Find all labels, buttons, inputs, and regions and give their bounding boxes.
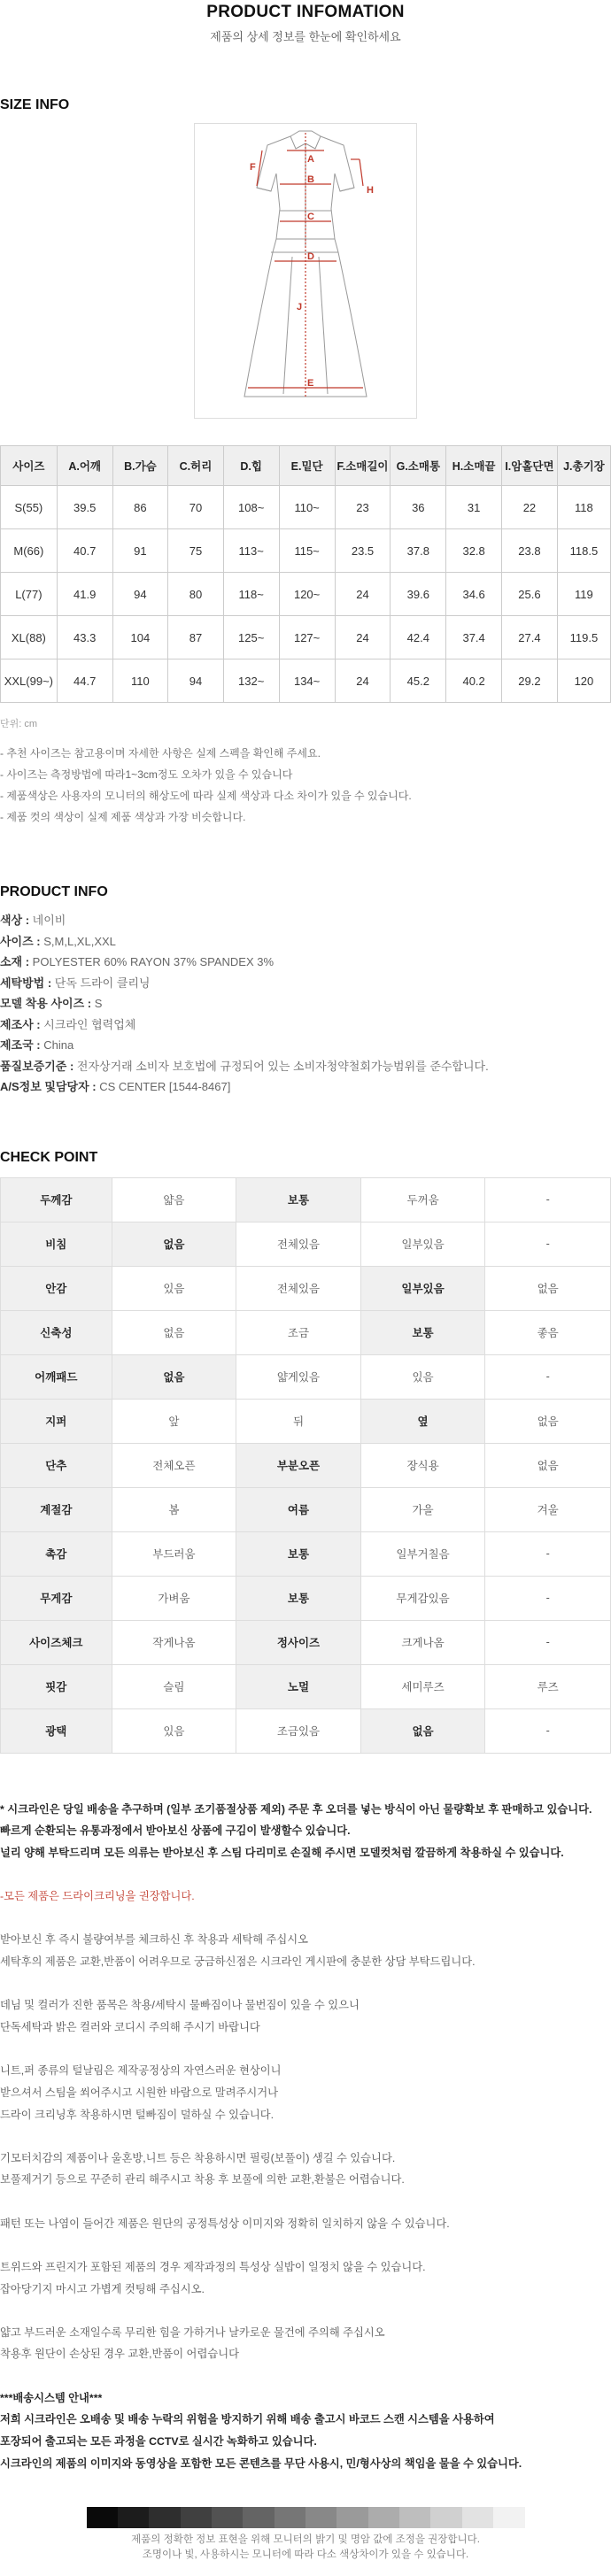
product-info-value: China bbox=[40, 1038, 74, 1052]
dress-sketch bbox=[195, 124, 416, 418]
check-option: 없음 bbox=[485, 1266, 611, 1310]
diagram-label-a: A bbox=[307, 154, 314, 165]
size-value-cell: 134~ bbox=[279, 659, 335, 703]
col-header: H.소매끝 bbox=[446, 446, 502, 486]
check-option: - bbox=[485, 1620, 611, 1664]
size-value-cell: 24 bbox=[335, 659, 391, 703]
size-value-cell: 39.6 bbox=[391, 573, 446, 616]
size-value-cell: 87 bbox=[168, 616, 223, 659]
product-info-item bbox=[0, 952, 611, 973]
check-row bbox=[1, 1354, 611, 1399]
care-note: 포장되어 출고되는 모든 과정을 CCTV로 실시간 녹화하고 있습니다. bbox=[0, 2435, 317, 2449]
check-option: 일부거칠음 bbox=[360, 1531, 485, 1576]
care-spacer bbox=[0, 2234, 611, 2256]
product-info-label: 색상 : bbox=[0, 914, 30, 927]
size-name-cell: M(66) bbox=[1, 529, 58, 573]
care-note: 널리 양해 부탁드리며 모든 의류는 받아보신 후 스팀 다리미로 손질해 주시면 모델컷처럼 깔끔하게 착용하실 수 있습니다. bbox=[0, 1846, 564, 1859]
check-option-selected: 일부있음 bbox=[360, 1266, 485, 1310]
product-info-value: S,M,L,XL,XXL bbox=[40, 934, 116, 948]
check-option: 얇게있음 bbox=[236, 1354, 361, 1399]
diagram-label-j: J bbox=[297, 302, 303, 312]
product-info-label: 소재 : bbox=[0, 955, 30, 968]
check-option: 없음 bbox=[485, 1443, 611, 1487]
size-table-body bbox=[1, 486, 611, 703]
size-value-cell: 104 bbox=[112, 616, 168, 659]
check-option: - bbox=[485, 1708, 611, 1753]
size-value-cell: 34.6 bbox=[446, 573, 502, 616]
check-option-selected: 보통 bbox=[236, 1531, 361, 1576]
size-diagram bbox=[194, 123, 417, 419]
check-row bbox=[1, 1310, 611, 1354]
care-note: * 시크라인은 당일 배송을 추구하며 (일부 조기품절상품 제외) 주문 후 오더를 넣는 방식이 아닌 물량확보 후 판매하고 있습니다. bbox=[0, 1802, 592, 1816]
check-row bbox=[1, 1664, 611, 1708]
page-title: PRODUCT INFOMATION bbox=[206, 3, 405, 21]
check-option: 없음 bbox=[485, 1399, 611, 1443]
gradient-swatch bbox=[493, 2507, 524, 2528]
diagram-label-e: E bbox=[307, 378, 314, 389]
check-option-selected: 없음 bbox=[112, 1354, 236, 1399]
care-note: 착용후 원단이 손상된 경우 교환,반품이 어렵습니다 bbox=[0, 2348, 239, 2361]
check-row bbox=[1, 1620, 611, 1664]
product-info-item bbox=[0, 910, 611, 931]
product-info-value: 네이비 bbox=[29, 914, 66, 927]
size-note: - 사이즈는 측정방법에 따라1~3cm정도 오차가 있을 수 있습니다 bbox=[0, 768, 293, 781]
care-note: 단독세탁과 밝은 컬러와 코디시 주의해 주시기 바랍니다 bbox=[0, 2020, 260, 2033]
page-subtitle: 제품의 상세 정보를 한눈에 확인하세요 bbox=[210, 30, 401, 43]
diagram-label-f: F bbox=[250, 162, 256, 173]
size-value-cell: 86 bbox=[112, 486, 168, 529]
col-header: A.어깨 bbox=[57, 446, 112, 486]
check-label: 신축성 bbox=[1, 1310, 112, 1354]
check-option-selected: 보통 bbox=[236, 1177, 361, 1222]
check-label: 계절감 bbox=[1, 1487, 112, 1531]
check-option: 무게감있음 bbox=[360, 1576, 485, 1620]
care-spacer bbox=[0, 2039, 611, 2061]
size-value-cell: 75 bbox=[168, 529, 223, 573]
check-option-selected: 옆 bbox=[360, 1399, 485, 1443]
check-option: 세미루즈 bbox=[360, 1664, 485, 1708]
check-point-body bbox=[1, 1177, 611, 1753]
care-note: 패턴 또는 나염이 들어간 제품은 원단의 공정특성상 이미지와 정확히 일치하지 않을 수 있습니다. bbox=[0, 2217, 450, 2230]
care-note: 빠르게 순환되는 유통과정에서 받아보신 상품에 구김이 발생할수 있습니다. bbox=[0, 1824, 351, 1838]
check-label: 단추 bbox=[1, 1443, 112, 1487]
footer-line: 조명이나 빛, 사용하시는 모니터에 따라 다소 색상차이가 있을 수 있습니다. bbox=[142, 2549, 469, 2561]
col-header: C.허리 bbox=[168, 446, 223, 486]
col-header: B.가슴 bbox=[112, 446, 168, 486]
size-value-cell: 91 bbox=[112, 529, 168, 573]
check-option: 조금 bbox=[236, 1310, 361, 1354]
product-info-value: 전자상거래 소비자 보호법에 규정되어 있는 소비자청약철회가능범위를 준수합니다. bbox=[73, 1059, 489, 1073]
size-name-cell: S(55) bbox=[1, 486, 58, 529]
check-option: 전체오픈 bbox=[112, 1443, 236, 1487]
footer-notice bbox=[0, 2533, 611, 2576]
check-option: - bbox=[485, 1576, 611, 1620]
check-option: 부드러움 bbox=[112, 1531, 236, 1576]
care-spacer bbox=[0, 2125, 611, 2148]
care-note: 얇고 부드러운 소재일수록 무리한 힘을 가하거나 날카로운 물건에 주의해 주십시오 bbox=[0, 2325, 385, 2339]
care-note: 기모터치감의 제품이나 울혼방,니트 등은 착용하시면 필링(보풀이) 생길 수 있습니다. bbox=[0, 2151, 396, 2164]
care-note: -모든 제품은 드라이크리닝을 권장합니다. bbox=[0, 1890, 195, 1903]
gradient-swatch bbox=[306, 2507, 336, 2528]
size-value-cell: 37.8 bbox=[391, 529, 446, 573]
size-value-cell: 32.8 bbox=[446, 529, 502, 573]
color-gradient-bar bbox=[87, 2507, 525, 2528]
check-point-heading: CHECK POINT bbox=[0, 1149, 98, 1165]
product-info-label: 세탁방법 : bbox=[0, 976, 52, 990]
size-value-cell: 113~ bbox=[223, 529, 279, 573]
footer-line: 제품의 정확한 정보 표현을 위해 모니터의 밝기 및 명암 값에 조정을 권장합니다. bbox=[131, 2534, 480, 2546]
size-value-cell: 118~ bbox=[223, 573, 279, 616]
product-info-label: 제조국 : bbox=[0, 1038, 41, 1052]
check-option-selected: 없음 bbox=[360, 1708, 485, 1753]
check-option: 좋음 bbox=[485, 1310, 611, 1354]
check-option: 장식용 bbox=[360, 1443, 485, 1487]
care-note: 저희 시크라인은 오배송 및 배송 누락의 위험을 방지하기 위해 배송 출고시 바코드 스캔 시스템을 사용하여 bbox=[0, 2413, 495, 2426]
gradient-swatch bbox=[368, 2507, 399, 2528]
col-header: J.총기장 bbox=[557, 446, 610, 486]
check-label: 무게감 bbox=[1, 1576, 112, 1620]
product-info-list bbox=[0, 910, 611, 1098]
product-info-label: 품질보증기준 : bbox=[0, 1059, 74, 1073]
check-row bbox=[1, 1399, 611, 1443]
gradient-swatch bbox=[336, 2507, 367, 2528]
check-option: 루즈 bbox=[485, 1664, 611, 1708]
check-option: 조금있음 bbox=[236, 1708, 361, 1753]
gradient-swatch bbox=[462, 2507, 493, 2528]
check-point-table bbox=[0, 1177, 611, 1754]
col-header: E.밑단 bbox=[279, 446, 335, 486]
size-table-header bbox=[1, 446, 611, 486]
diagram-label-b: B bbox=[307, 174, 314, 185]
size-value-cell: 118.5 bbox=[557, 529, 610, 573]
gradient-swatch bbox=[399, 2507, 430, 2528]
size-value-cell: 25.6 bbox=[502, 573, 558, 616]
size-table bbox=[0, 445, 611, 703]
size-value-cell: 110~ bbox=[279, 486, 335, 529]
check-label: 비침 bbox=[1, 1222, 112, 1266]
care-note: 세탁후의 제품은 교환,반품이 어려우므로 궁금하신점은 시크라인 게시판에 충분한 상담 부탁드립니다. bbox=[0, 1955, 476, 1969]
product-info-item bbox=[0, 1076, 611, 1098]
check-row bbox=[1, 1222, 611, 1266]
product-info-label: A/S정보 및담당자 : bbox=[0, 1080, 97, 1093]
size-value-cell: 45.2 bbox=[391, 659, 446, 703]
check-option-selected: 없음 bbox=[112, 1222, 236, 1266]
check-option: 있음 bbox=[360, 1354, 485, 1399]
size-value-cell: 31 bbox=[446, 486, 502, 529]
check-option-selected: 부분오픈 bbox=[236, 1443, 361, 1487]
care-notes bbox=[0, 1799, 611, 2475]
check-option: - bbox=[485, 1222, 611, 1266]
size-notes bbox=[0, 743, 611, 828]
size-value-cell: 29.2 bbox=[502, 659, 558, 703]
size-value-cell: 120~ bbox=[279, 573, 335, 616]
size-value-cell: 108~ bbox=[223, 486, 279, 529]
care-note: 데님 및 컬러가 진한 품목은 착용/세탁시 물빠짐이나 물번짐이 있을 수 있으니 bbox=[0, 1999, 360, 2012]
product-info-heading: PRODUCT INFO bbox=[0, 884, 108, 899]
check-option: 슬림 bbox=[112, 1664, 236, 1708]
gradient-swatch bbox=[430, 2507, 461, 2528]
check-option: 있음 bbox=[112, 1266, 236, 1310]
gradient-swatch bbox=[181, 2507, 212, 2528]
size-value-cell: 24 bbox=[335, 573, 391, 616]
size-note: - 제품색상은 사용자의 모니터의 해상도에 따라 실제 색상과 다소 차이가 있을 수 있습니다. bbox=[0, 790, 412, 802]
check-label: 광택 bbox=[1, 1708, 112, 1753]
care-spacer bbox=[0, 1973, 611, 1995]
check-option: 없음 bbox=[112, 1310, 236, 1354]
size-row bbox=[1, 616, 611, 659]
size-row bbox=[1, 529, 611, 573]
gradient-swatch bbox=[243, 2507, 274, 2528]
check-option: 봄 bbox=[112, 1487, 236, 1531]
size-note: - 추천 사이즈는 참고용이며 자세한 사항은 실제 스펙을 확인해 주세요. bbox=[0, 747, 321, 760]
col-header: G.소매통 bbox=[391, 446, 446, 486]
product-info-item bbox=[0, 1035, 611, 1056]
check-label: 안감 bbox=[1, 1266, 112, 1310]
size-value-cell: 41.9 bbox=[57, 573, 112, 616]
size-value-cell: 40.7 bbox=[57, 529, 112, 573]
care-spacer bbox=[0, 1908, 611, 1930]
size-value-cell: 120 bbox=[557, 659, 610, 703]
size-value-cell: 23 bbox=[335, 486, 391, 529]
check-option: 겨울 bbox=[485, 1487, 611, 1531]
check-label: 두께감 bbox=[1, 1177, 112, 1222]
size-value-cell: 115~ bbox=[279, 529, 335, 573]
product-info-item bbox=[0, 931, 611, 953]
size-value-cell: 39.5 bbox=[57, 486, 112, 529]
check-label: 핏감 bbox=[1, 1664, 112, 1708]
check-row bbox=[1, 1487, 611, 1531]
size-value-cell: 119.5 bbox=[557, 616, 610, 659]
product-info-value: CS CENTER [1544-8467] bbox=[96, 1080, 231, 1093]
check-label: 지퍼 bbox=[1, 1399, 112, 1443]
col-header: I.암홀단면 bbox=[502, 446, 558, 486]
product-info-value: S bbox=[91, 997, 103, 1010]
gradient-swatch bbox=[118, 2507, 149, 2528]
size-row bbox=[1, 659, 611, 703]
care-note: 트위드와 프린지가 포함된 제품의 경우 제작과정의 특성상 실밥이 일정치 않을 수 있습니다. bbox=[0, 2260, 426, 2273]
check-option-selected: 정사이즈 bbox=[236, 1620, 361, 1664]
col-header: D.힙 bbox=[223, 446, 279, 486]
size-value-cell: 125~ bbox=[223, 616, 279, 659]
product-info-item bbox=[0, 993, 611, 1014]
check-label: 촉감 bbox=[1, 1531, 112, 1576]
size-note: - 제품 컷의 색상이 실제 제품 색상과 가장 비슷합니다. bbox=[0, 811, 246, 823]
check-option: 크게나옴 bbox=[360, 1620, 485, 1664]
check-row bbox=[1, 1708, 611, 1753]
product-info-value: 단독 드라이 클리닝 bbox=[51, 976, 151, 990]
check-option: 전체있음 bbox=[236, 1266, 361, 1310]
check-option: - bbox=[485, 1177, 611, 1222]
check-option: 가벼움 bbox=[112, 1576, 236, 1620]
care-note: 받으셔서 스팀을 쐬어주시고 시원한 바람으로 말려주시거나 bbox=[0, 2086, 279, 2099]
size-value-cell: 70 bbox=[168, 486, 223, 529]
size-value-cell: 80 bbox=[168, 573, 223, 616]
check-option: 작게나옴 bbox=[112, 1620, 236, 1664]
product-info-item bbox=[0, 973, 611, 994]
size-value-cell: 119 bbox=[557, 573, 610, 616]
size-value-cell: 43.3 bbox=[57, 616, 112, 659]
product-info-item bbox=[0, 1014, 611, 1036]
diagram-label-d: D bbox=[307, 251, 314, 262]
check-row bbox=[1, 1443, 611, 1487]
check-option: 앞 bbox=[112, 1399, 236, 1443]
check-option: - bbox=[485, 1354, 611, 1399]
size-value-cell: 42.4 bbox=[391, 616, 446, 659]
size-value-cell: 40.2 bbox=[446, 659, 502, 703]
care-note: 잡아당기지 마시고 가볍게 컷팅해 주십시오. bbox=[0, 2282, 205, 2295]
size-name-cell: XL(88) bbox=[1, 616, 58, 659]
size-info-heading: SIZE INFO bbox=[0, 97, 70, 112]
care-spacer bbox=[0, 1864, 611, 1886]
check-option: 전체있음 bbox=[236, 1222, 361, 1266]
unit-label: 단위: cm bbox=[0, 719, 38, 729]
care-spacer bbox=[0, 2191, 611, 2213]
gradient-swatch bbox=[149, 2507, 180, 2528]
care-note: 드라이 크리닝후 착용하시면 털빠짐이 덜하실 수 있습니다. bbox=[0, 2108, 275, 2121]
care-note: 받아보신 후 즉시 불량여부를 체크하신 후 착용과 세탁해 주십시오 bbox=[0, 1933, 309, 1947]
check-option: 뒤 bbox=[236, 1399, 361, 1443]
check-option: 일부있음 bbox=[360, 1222, 485, 1266]
check-option: 두꺼움 bbox=[360, 1177, 485, 1222]
size-name-cell: L(77) bbox=[1, 573, 58, 616]
size-value-cell: 24 bbox=[335, 616, 391, 659]
size-value-cell: 37.4 bbox=[446, 616, 502, 659]
size-value-cell: 94 bbox=[112, 573, 168, 616]
size-value-cell: 44.7 bbox=[57, 659, 112, 703]
check-option-selected: 노멀 bbox=[236, 1664, 361, 1708]
care-note: 니트,퍼 종류의 털날림은 제작공정상의 자연스러운 현상이니 bbox=[0, 2064, 282, 2078]
col-header: 사이즈 bbox=[1, 446, 58, 486]
size-value-cell: 23.5 bbox=[335, 529, 391, 573]
size-value-cell: 132~ bbox=[223, 659, 279, 703]
check-row bbox=[1, 1177, 611, 1222]
size-value-cell: 36 bbox=[391, 486, 446, 529]
gradient-swatch bbox=[87, 2507, 118, 2528]
product-info-label: 모델 착용 사이즈 : bbox=[0, 997, 92, 1010]
check-option: - bbox=[485, 1531, 611, 1576]
size-name-cell: XXL(99~) bbox=[1, 659, 58, 703]
check-row bbox=[1, 1266, 611, 1310]
diagram-label-c: C bbox=[307, 212, 314, 222]
check-row bbox=[1, 1531, 611, 1576]
care-spacer bbox=[0, 2300, 611, 2322]
header bbox=[0, 0, 611, 44]
check-option: 있음 bbox=[112, 1708, 236, 1753]
size-row bbox=[1, 573, 611, 616]
product-info-label: 사이즈 : bbox=[0, 934, 41, 948]
diagram-label-h: H bbox=[367, 185, 374, 196]
check-option-selected: 보통 bbox=[360, 1310, 485, 1354]
gradient-swatch bbox=[275, 2507, 306, 2528]
check-option: 가을 bbox=[360, 1487, 485, 1531]
size-value-cell: 23.8 bbox=[502, 529, 558, 573]
size-value-cell: 127~ bbox=[279, 616, 335, 659]
size-value-cell: 118 bbox=[557, 486, 610, 529]
check-label: 어깨패드 bbox=[1, 1354, 112, 1399]
check-option: 얇음 bbox=[112, 1177, 236, 1222]
product-info-item bbox=[0, 1056, 611, 1077]
care-spacer bbox=[0, 2365, 611, 2387]
size-row bbox=[1, 486, 611, 529]
size-value-cell: 110 bbox=[112, 659, 168, 703]
care-note: ***배송시스템 안내*** bbox=[0, 2391, 103, 2404]
check-option-selected: 여름 bbox=[236, 1487, 361, 1531]
product-info-value: POLYESTER 60% RAYON 37% SPANDEX 3% bbox=[29, 955, 275, 968]
check-row bbox=[1, 1576, 611, 1620]
size-value-cell: 22 bbox=[502, 486, 558, 529]
gradient-swatch bbox=[212, 2507, 243, 2528]
care-note: 시크라인의 제품의 이미지와 동영상을 포함한 모든 콘텐츠를 무단 사용시, 민/형사상의 책임을 물을 수 있습니다. bbox=[0, 2456, 522, 2470]
col-header: F.소매길이 bbox=[335, 446, 391, 486]
product-info-value: 시크라인 협력업체 bbox=[40, 1017, 136, 1031]
check-label: 사이즈체크 bbox=[1, 1620, 112, 1664]
size-value-cell: 27.4 bbox=[502, 616, 558, 659]
care-note: 보풀제거기 등으로 꾸준히 관리 해주시고 착용 후 보풀에 의한 교환,환불은 어렵습니다. bbox=[0, 2173, 405, 2187]
check-option-selected: 보통 bbox=[236, 1576, 361, 1620]
product-info-label: 제조사 : bbox=[0, 1017, 41, 1031]
size-value-cell: 94 bbox=[168, 659, 223, 703]
